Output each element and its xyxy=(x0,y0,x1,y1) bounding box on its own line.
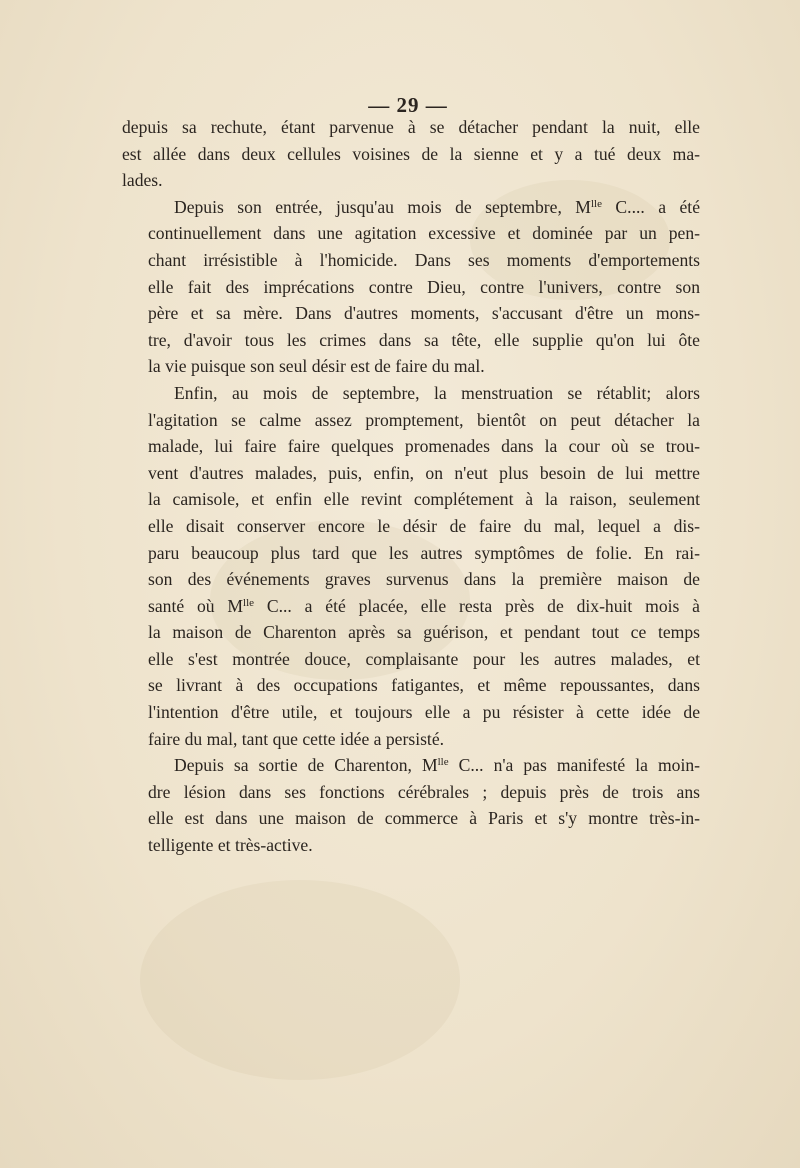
paragraph xyxy=(122,194,700,380)
text-line: elle s'est montrée douce, complaisante pour les autres malades, et xyxy=(148,648,700,669)
text-line: tre, d'avoir tous les crimes dans sa tête, elle supplie qu'on lui ôte xyxy=(148,329,700,350)
text-line: continuellement dans une agitation excessive et dominée par un pen- xyxy=(148,223,700,244)
text-line: elle fait des imprécations contre Dieu, contre l'univers, contre son xyxy=(148,276,700,297)
paper-stain xyxy=(140,880,460,1080)
text-line: la maison de Charenton après sa guérison, et pendant tout ce temps xyxy=(148,622,700,643)
text-line: est allée dans deux cellules voisines de la sienne et y a tué deux ma- xyxy=(122,143,700,164)
text-line: chant irrésistible à l'homicide. Dans ses moments d'emportements xyxy=(148,249,700,270)
text-line: elle disait conserver encore le désir de faire du mal, lequel a dis- xyxy=(148,515,700,536)
text-line: Enfin, au mois de septembre, la menstruation se rétablit; alors xyxy=(174,382,700,403)
text-line: père et sa mère. Dans d'autres moments, s'accusant d'être un mons- xyxy=(148,303,700,324)
text-line: se livrant à des occupations fatigantes, et même repoussantes, dans xyxy=(148,675,700,696)
text-line: la vie puisque son seul désir est de faire du mal. xyxy=(148,356,485,377)
text-line: lades. xyxy=(122,170,163,191)
text-line: l'agitation se calme assez promptement, bientôt on peut détacher la xyxy=(148,409,700,430)
text-line: santé où $M^{lle}$ C... a été placée, elle resta près de dix-huit mois à xyxy=(148,595,700,616)
text-line: paru beaucoup plus tard que les autres symptômes de folie. En rai- xyxy=(148,542,700,563)
page-number: — 29 — xyxy=(368,93,448,117)
paragraph xyxy=(122,114,700,194)
text-line: la camisole, et enfin elle revint complétement à la raison, seulement xyxy=(148,489,700,510)
text-line: depuis sa rechute, étant parvenue à se détacher pendant la nuit, elle xyxy=(122,117,700,137)
text-line: son des événements graves survenus dans la première maison de xyxy=(148,569,700,590)
text-line: faire du mal, tant que cette idée a persisté. xyxy=(148,728,445,749)
text-line: Depuis son entrée, jusqu'au mois de septembre, $M^{lle}$ C.... a été xyxy=(174,196,700,217)
text-line: elle est dans une maison de commerce à Paris et s'y montre très-in- xyxy=(148,808,700,829)
text-line: telligente et très-active. xyxy=(148,835,313,856)
text-line: l'intention d'être utile, et toujours elle a pu résister à cette idée de xyxy=(148,702,700,723)
body-text xyxy=(122,114,700,859)
text-line: malade, lui faire faire quelques promenades dans la cour où se trou- xyxy=(148,436,700,457)
paragraph xyxy=(122,380,700,752)
text-line: dre lésion dans ses fonctions cérébrales ; depuis près de trois ans xyxy=(148,781,700,802)
text-line: vent d'autres malades, puis, enfin, on n'eut plus besoin de lui mettre xyxy=(148,462,700,483)
text-line: Depuis sa sortie de Charenton, $M^{lle}$ C... n'a pas manifesté la moin- xyxy=(174,755,701,776)
paragraph xyxy=(122,752,700,858)
